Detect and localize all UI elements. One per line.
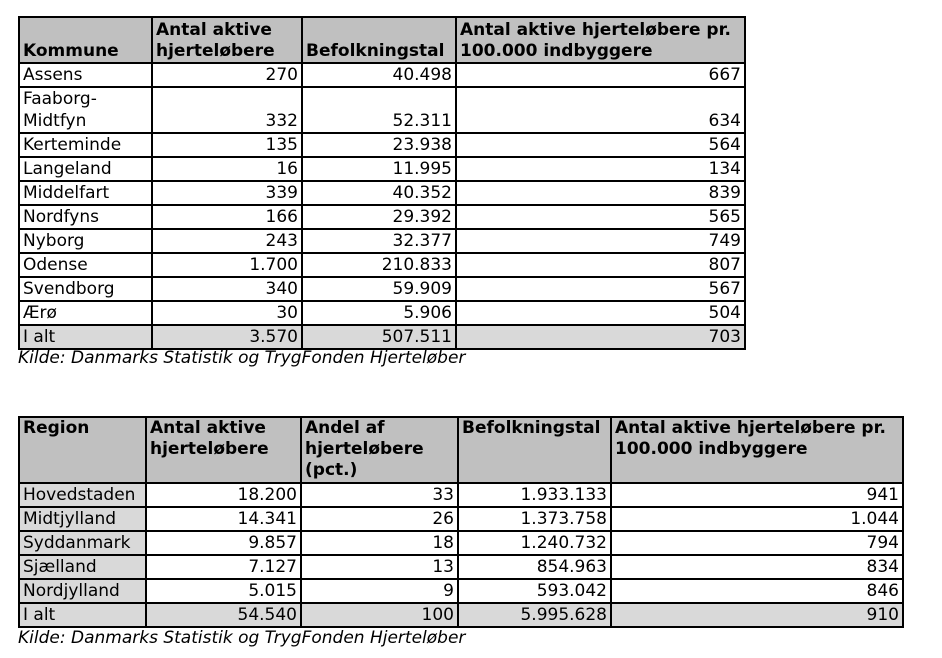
table-row <box>19 277 745 301</box>
total-row <box>19 325 745 349</box>
table-cell: 5.995.628 <box>458 603 611 627</box>
table-cell: 634 <box>456 87 745 133</box>
table-cell: 910 <box>611 603 903 627</box>
column-header: Antal aktive hjerteløbere pr. 100.000 indbyggere <box>611 417 903 483</box>
row-label: Nyborg <box>19 229 152 253</box>
column-header: Befolkningstal <box>458 417 611 483</box>
table-cell: 29.392 <box>302 205 456 229</box>
row-label: Assens <box>19 63 152 87</box>
table-header-row <box>19 17 745 63</box>
row-label: Syddanmark <box>19 531 146 555</box>
table-cell: 504 <box>456 301 745 325</box>
table-cell: 854.963 <box>458 555 611 579</box>
table-row <box>19 181 745 205</box>
table-row <box>19 205 745 229</box>
table-row <box>19 483 903 507</box>
row-label: Kerteminde <box>19 133 152 157</box>
row-label: I alt <box>19 325 152 349</box>
table-cell: 794 <box>611 531 903 555</box>
column-header: Andel af hjerteløbere (pct.) <box>301 417 458 483</box>
row-label: Odense <box>19 253 152 277</box>
table-cell: 16 <box>152 157 302 181</box>
table-cell: 339 <box>152 181 302 205</box>
table-cell: 18 <box>301 531 458 555</box>
table-cell: 14.341 <box>146 507 301 531</box>
table-row <box>19 579 903 603</box>
table-cell: 243 <box>152 229 302 253</box>
table-cell: 846 <box>611 579 903 603</box>
table-cell: 593.042 <box>458 579 611 603</box>
table-row <box>19 507 903 531</box>
row-label: Hovedstaden <box>19 483 146 507</box>
table-cell: 1.240.732 <box>458 531 611 555</box>
table-header-row <box>19 417 903 483</box>
table-cell: 30 <box>152 301 302 325</box>
table-cell: 33 <box>301 483 458 507</box>
table-row <box>19 63 745 87</box>
table-cell: 7.127 <box>146 555 301 579</box>
row-label: I alt <box>19 603 146 627</box>
table-cell: 32.377 <box>302 229 456 253</box>
table-cell: 9 <box>301 579 458 603</box>
table-cell: 667 <box>456 63 745 87</box>
row-label: Sjælland <box>19 555 146 579</box>
table-row <box>19 87 745 133</box>
table-cell: 565 <box>456 205 745 229</box>
table-row <box>19 133 745 157</box>
table-cell: 941 <box>611 483 903 507</box>
table-row <box>19 229 745 253</box>
column-header: Antal aktive hjerteløbere <box>152 17 302 63</box>
row-label: Nordfyns <box>19 205 152 229</box>
table-cell: 9.857 <box>146 531 301 555</box>
row-label: Svendborg <box>19 277 152 301</box>
row-label: Middelfart <box>19 181 152 205</box>
table-row <box>19 301 745 325</box>
column-header: Antal aktive hjerteløbere <box>146 417 301 483</box>
source-note: Kilde: Danmarks Statistik og TrygFonden Hjerteløber <box>18 628 466 648</box>
table-cell: 54.540 <box>146 603 301 627</box>
table-cell: 749 <box>456 229 745 253</box>
column-header: Kommune <box>19 17 152 63</box>
table-cell: 1.700 <box>152 253 302 277</box>
table-cell: 23.938 <box>302 133 456 157</box>
table-cell: 100 <box>301 603 458 627</box>
table-cell: 1.044 <box>611 507 903 531</box>
table-cell: 135 <box>152 133 302 157</box>
table-cell: 5.906 <box>302 301 456 325</box>
table-cell: 1.933.133 <box>458 483 611 507</box>
table-cell: 270 <box>152 63 302 87</box>
row-label: Midtjylland <box>19 507 146 531</box>
table-cell: 834 <box>611 555 903 579</box>
row-label: Langeland <box>19 157 152 181</box>
table-cell: 1.373.758 <box>458 507 611 531</box>
table-cell: 340 <box>152 277 302 301</box>
region-table <box>18 416 904 628</box>
table-cell: 839 <box>456 181 745 205</box>
table-cell: 59.909 <box>302 277 456 301</box>
column-header: Region <box>19 417 146 483</box>
table-cell: 18.200 <box>146 483 301 507</box>
table-row <box>19 531 903 555</box>
table-row <box>19 555 903 579</box>
table-row <box>19 157 745 181</box>
table-cell: 166 <box>152 205 302 229</box>
row-label: Ærø <box>19 301 152 325</box>
table-cell: 3.570 <box>152 325 302 349</box>
row-label: Faaborg-Midtfyn <box>19 87 152 133</box>
table-cell: 567 <box>456 277 745 301</box>
table-cell: 40.498 <box>302 63 456 87</box>
source-note: Kilde: Danmarks Statistik og TrygFonden Hjerteløber <box>18 348 466 368</box>
table-cell: 5.015 <box>146 579 301 603</box>
table-cell: 11.995 <box>302 157 456 181</box>
table-cell: 13 <box>301 555 458 579</box>
table-cell: 26 <box>301 507 458 531</box>
table-cell: 807 <box>456 253 745 277</box>
column-header: Antal aktive hjerteløbere pr. 100.000 indbyggere <box>456 17 745 63</box>
table-cell: 40.352 <box>302 181 456 205</box>
table-cell: 564 <box>456 133 745 157</box>
total-row <box>19 603 903 627</box>
row-label: Nordjylland <box>19 579 146 603</box>
table-cell: 703 <box>456 325 745 349</box>
column-header: Befolkningstal <box>302 17 456 63</box>
table-row <box>19 253 745 277</box>
table-cell: 134 <box>456 157 745 181</box>
table-cell: 52.311 <box>302 87 456 133</box>
table-cell: 507.511 <box>302 325 456 349</box>
table-cell: 332 <box>152 87 302 133</box>
table-cell: 210.833 <box>302 253 456 277</box>
kommune-table <box>18 16 746 350</box>
